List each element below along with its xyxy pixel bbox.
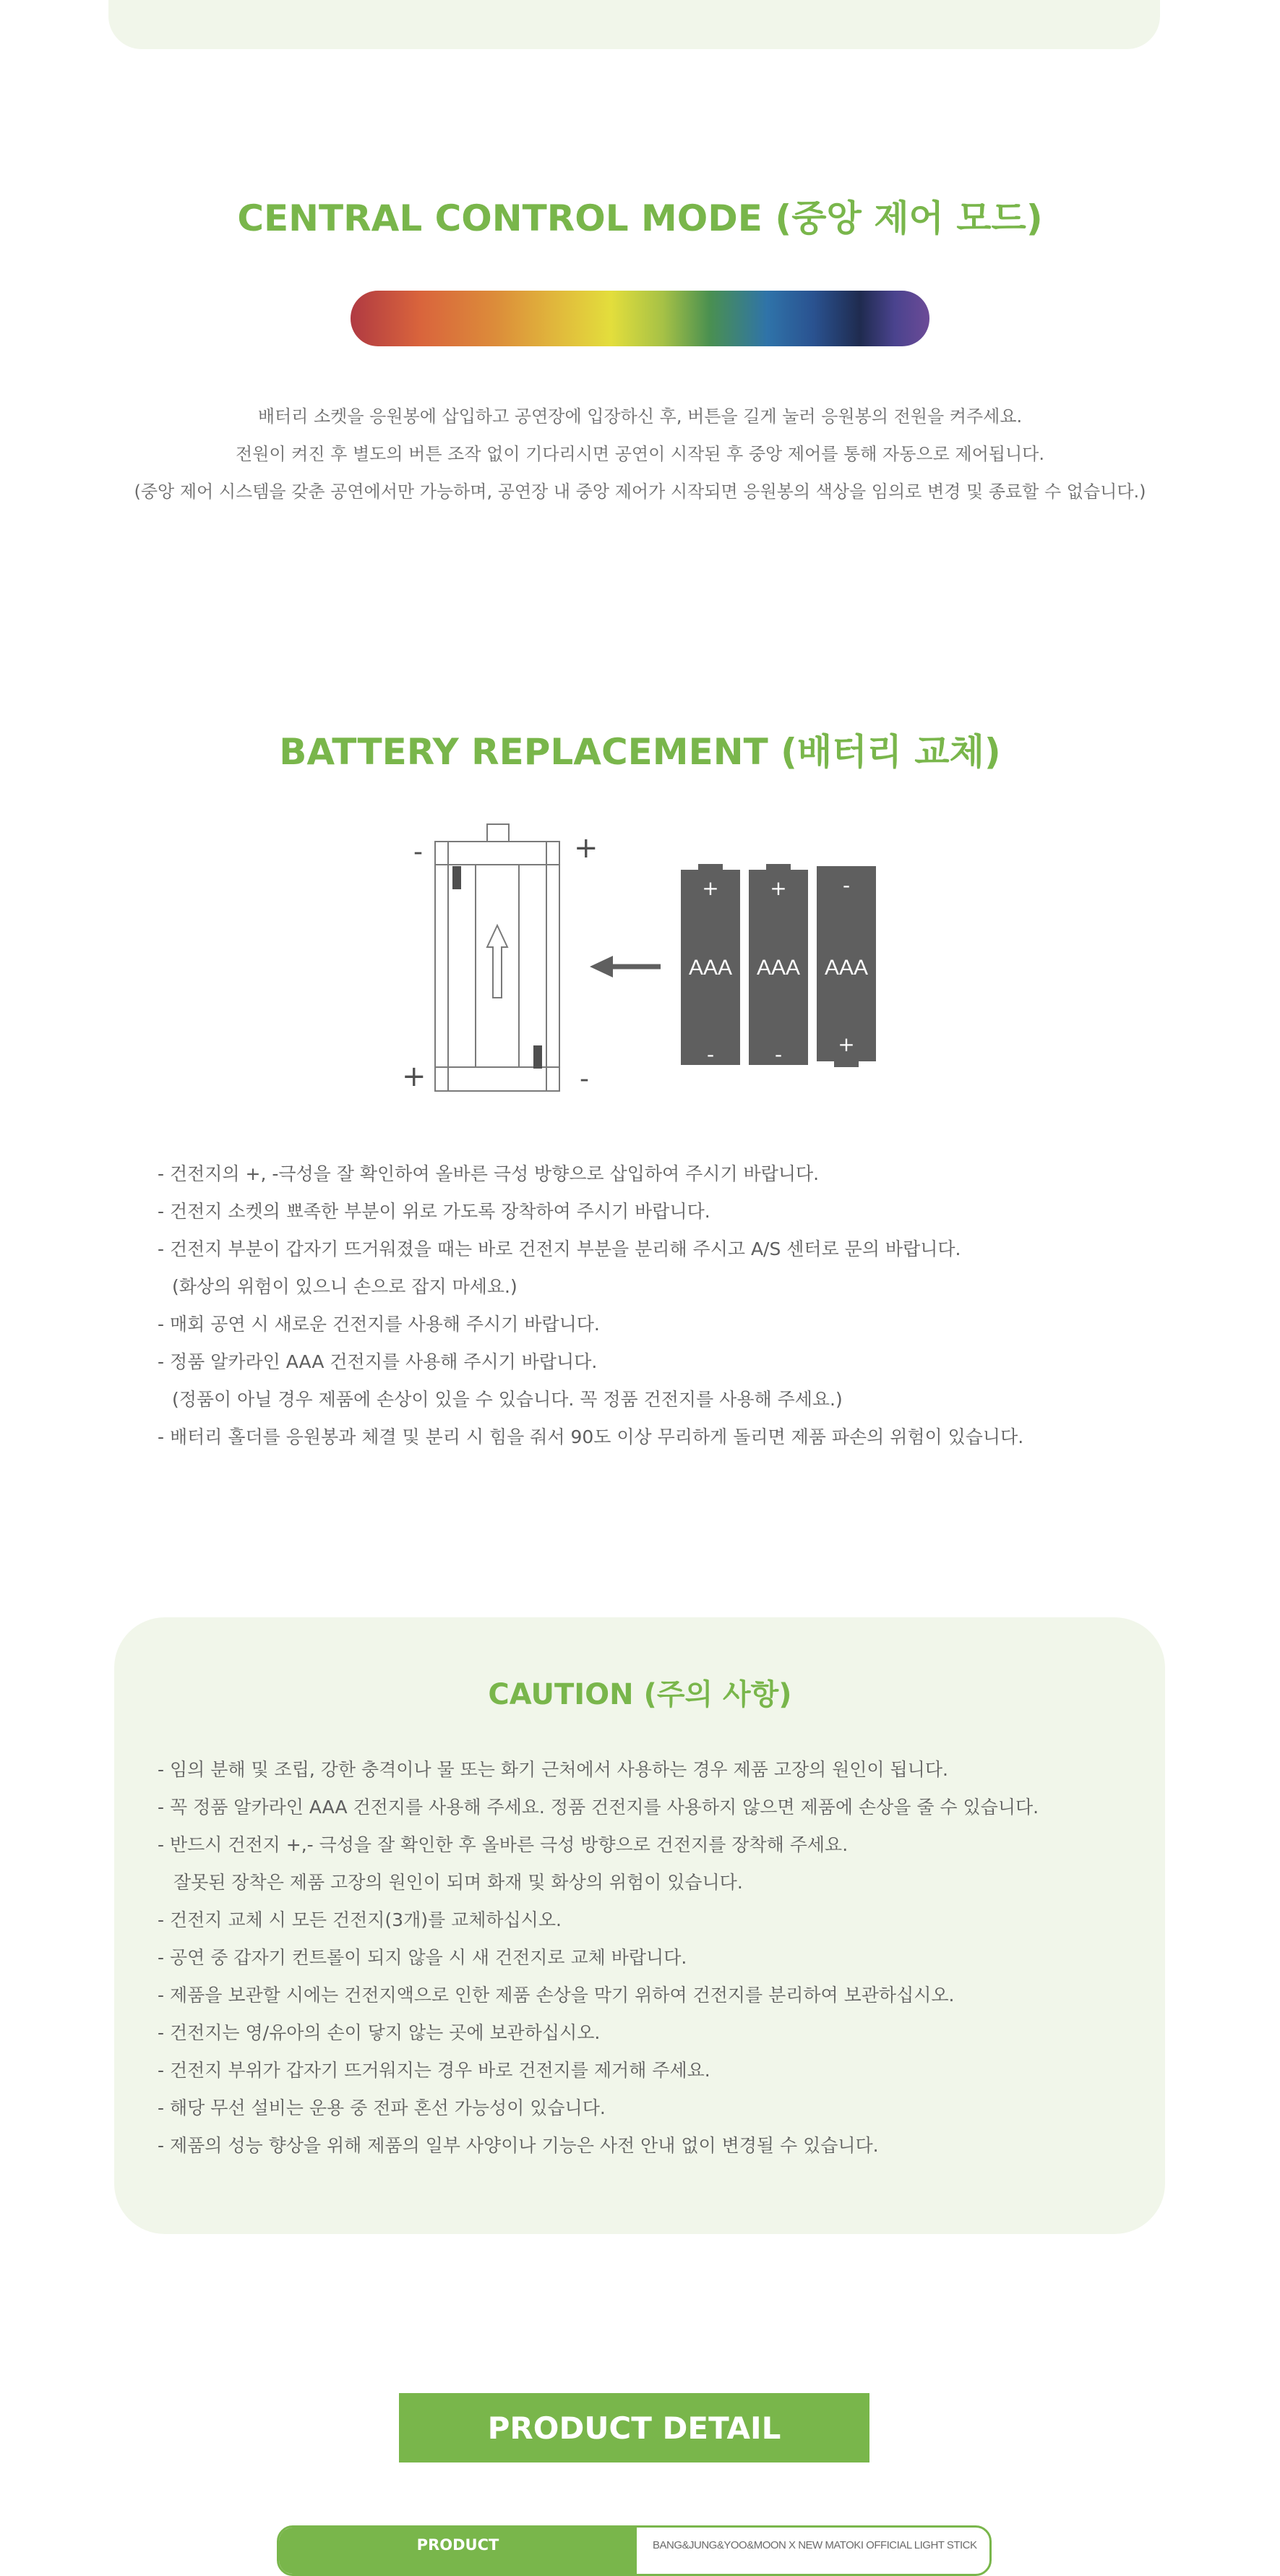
battery-2-label: AAA [756, 956, 801, 980]
holder-top-left-sign: - [413, 837, 423, 867]
list-item: - 배터리 홀더를 응원봉과 체결 및 분리 시 힘을 줘서 90도 이상 무리하게 돌리면 제품 파손의 위험이 있습니다. [158, 1426, 1024, 1447]
battery-notes-list [158, 1155, 1023, 1456]
battery-replacement-title: BATTERY REPLACEMENT (배터리 교체) [279, 731, 1001, 773]
list-item: - 건전지의 +, -극성을 잘 확인하여 올바른 극성 방향으로 삽입하여 주시기 바랍니다. [158, 1163, 820, 1184]
list-item: - 건전지는 영/유아의 손이 닿지 않는 곳에 보관하십시오. [158, 2022, 601, 2043]
list-item: - 건전지 교체 시 모든 건전지(3개)를 교체하십시오. [158, 1909, 562, 1930]
central-control-line-1: 배터리 소켓을 응원봉에 삽입하고 공연장에 입장하신 후, 버튼을 길게 눌러 응원봉의 전원을 켜주세요. [257, 406, 1023, 427]
color-spectrum-bar [351, 291, 929, 346]
top-card-remnant [108, 0, 1160, 49]
list-item: (화상의 위험이 있으니 손으로 잡지 마세요.) [172, 1276, 517, 1297]
list-item: - 제품의 성능 향상을 위해 제품의 일부 사양이나 기능은 사전 안내 없이 변경될 수 있습니다. [158, 2135, 879, 2156]
battery-3-bottom-sign: + [838, 1032, 855, 1056]
battery-1-bottom-sign: - [706, 1043, 715, 1066]
list-item: - 건전지 소켓의 뾰족한 부분이 위로 가도록 장착하여 주시기 바랍니다. [158, 1201, 710, 1222]
battery-1 [681, 864, 740, 1066]
list-item: - 건전지 부분이 갑자기 뜨거워졌을 때는 바로 건전지 부분을 분리해 주시고 A/S 센터로 문의 바랍니다. [158, 1238, 961, 1259]
battery-1-label: AAA [688, 956, 733, 980]
battery-2 [749, 864, 808, 1066]
list-item: 잘못된 장착은 제품 고장의 원인이 되며 화재 및 화상의 위험이 있습니다. [173, 1872, 743, 1893]
product-detail-banner: PRODUCT DETAIL [399, 2393, 869, 2462]
arrow-left-icon [590, 956, 661, 977]
list-item: - 공연 중 갑자기 컨트롤이 되지 않을 시 새 건전지로 교체 바랍니다. [158, 1947, 687, 1968]
holder-top-right-sign: + [574, 831, 598, 865]
battery-1-top-sign: + [702, 876, 719, 900]
battery-3-label: AAA [824, 956, 869, 980]
list-item: - 제품을 보관할 시에는 건전지액으로 인한 제품 손상을 막기 위하여 건전지를 분리하여 보관하십시오. [158, 1985, 955, 2006]
holder-contact-top [452, 866, 461, 889]
holder-contact-bottom [533, 1045, 542, 1069]
central-control-title: CENTRAL CONTROL MODE (중앙 제어 모드) [237, 197, 1043, 239]
holder-bottom-left-sign: + [402, 1060, 426, 1093]
table-row-value: BANG&JUNG&YOO&MOON X NEW MATOKI OFFICIAL LIGHT STICK [653, 2539, 977, 2551]
caution-list [158, 1751, 1039, 2165]
battery-2-bottom-sign: - [774, 1043, 783, 1066]
battery-3-top-sign: - [842, 873, 851, 897]
list-item: - 꼭 정품 알카라인 AAA 건전지를 사용해 주세요. 정품 건전지를 사용하지 않으면 제품에 손상을 줄 수 있습니다. [158, 1797, 1039, 1818]
list-item: - 반드시 건전지 +,- 극성을 잘 확인한 후 올바른 극성 방향으로 건전지를 장착해 주세요. [158, 1834, 849, 1855]
list-item: (정품이 아닐 경우 제품에 손상이 있을 수 있습니다. 꼭 정품 건전지를 사용해 주세요.) [172, 1389, 843, 1410]
list-item: - 정품 알카라인 AAA 건전지를 사용해 주시기 바랍니다. [158, 1351, 598, 1372]
list-item: - 임의 분해 및 조립, 강한 충격이나 물 또는 화기 근처에서 사용하는 경우 제품 고장의 원인이 됩니다. [158, 1759, 948, 1780]
caution-title: CAUTION (주의 사항) [488, 1678, 792, 1711]
list-item: - 해당 무선 설비는 운용 중 전파 혼선 가능성이 있습니다. [158, 2097, 606, 2118]
battery-2-top-sign: + [770, 876, 787, 900]
list-item: - 매회 공연 시 새로운 건전지를 사용해 주시기 바랍니다. [158, 1314, 600, 1335]
holder-bottom-right-sign: - [580, 1064, 589, 1094]
central-control-line-2: 전원이 켜진 후 별도의 버튼 조작 없이 기다리시면 공연이 시작된 후 중앙 제어를 통해 자동으로 제어됩니다. [236, 444, 1044, 464]
battery-3 [817, 866, 876, 1067]
table-row-label: PRODUCT [279, 2528, 637, 2574]
product-detail-table [277, 2525, 992, 2576]
list-item: - 건전지 부위가 갑자기 뜨거워지는 경우 바로 건전지를 제거해 주세요. [158, 2060, 710, 2081]
battery-diagram [396, 817, 888, 1103]
central-control-line-3: (중앙 제어 시스템을 갖춘 공연에서만 가능하며, 공연장 내 중앙 제어가 시작되면 응원봉의 색상을 임의로 변경 및 종료할 수 없습니다.) [134, 482, 1146, 502]
